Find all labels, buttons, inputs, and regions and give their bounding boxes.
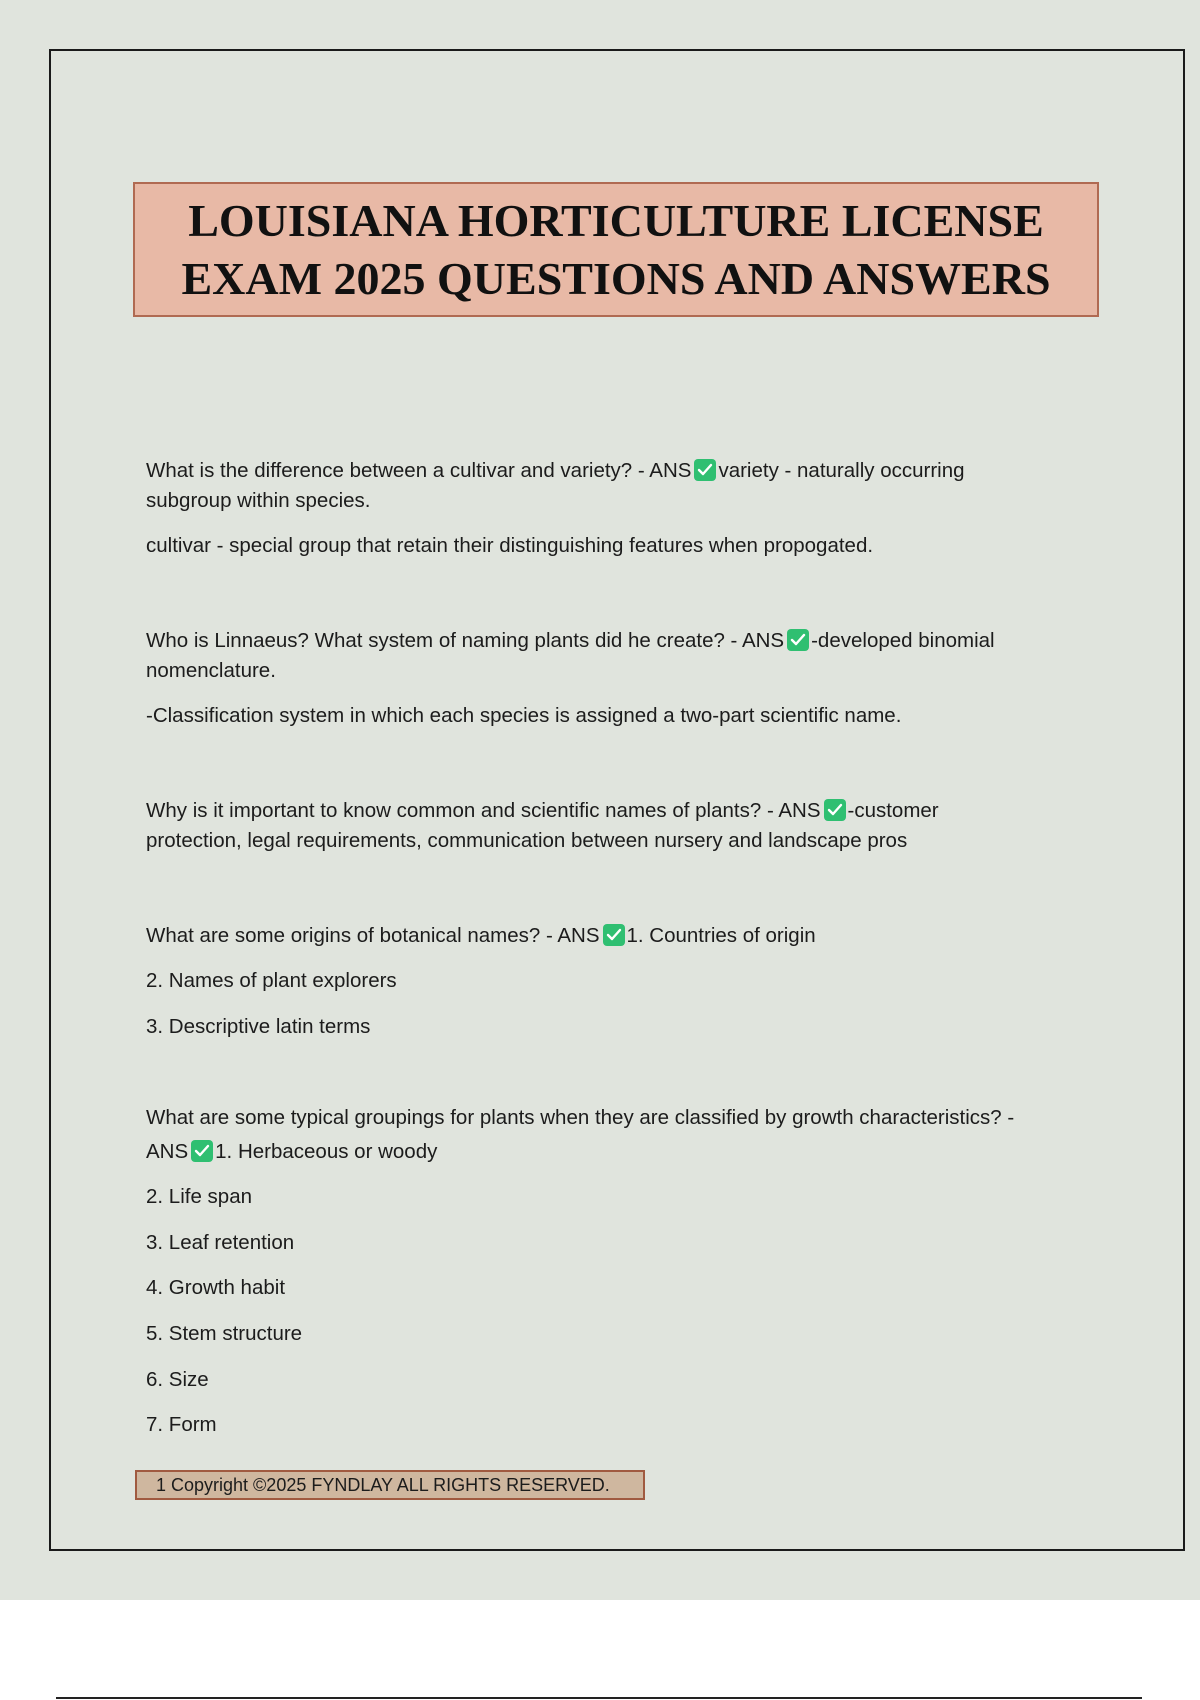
answer-text: 1. Herbaceous or woody xyxy=(215,1140,438,1163)
copyright-text: 1 Copyright ©2025 FYNDLAY ALL RIGHTS RESERVED. xyxy=(156,1474,610,1495)
question-text: Why is it important to know common and scientific names of plants? - ANS xyxy=(146,799,821,822)
check-mark-icon xyxy=(694,459,716,481)
answer-line: nomenclature. xyxy=(146,659,276,682)
answer-line: 7. Form xyxy=(146,1413,217,1436)
answer-line: -Classification system in which each species is assigned a two-part scientific name. xyxy=(146,704,902,727)
question-text: ANS xyxy=(146,1140,189,1163)
document-title-line-1: LOUISIANA HORTICULTURE LICENSE xyxy=(188,194,1044,246)
answer-line: cultivar - special group that retain their distinguishing features when propogated. xyxy=(146,534,874,557)
next-page-divider xyxy=(56,1697,1142,1699)
answer-text: -developed binomial xyxy=(811,629,995,652)
qa-question-line: What are some typical groupings for plants when they are classified by growth characteristics? - xyxy=(146,1106,1015,1129)
answer-line: 4. Growth habit xyxy=(146,1276,286,1299)
document-title-line-2: EXAM 2025 QUESTIONS AND ANSWERS xyxy=(181,252,1051,304)
question-text: Who is Linnaeus? What system of naming plants did he create? - ANS xyxy=(146,629,785,652)
answer-text: 1. Countries of origin xyxy=(626,924,816,947)
answer-line: protection, legal requirements, communication between nursery and landscape pros xyxy=(146,829,908,852)
question-text: What are some origins of botanical names? - ANS xyxy=(146,924,600,947)
qa-question-line xyxy=(146,457,965,485)
question-text: What is the difference between a cultivar and variety? - ANS xyxy=(146,459,692,482)
qa-question-line xyxy=(146,797,939,825)
answer-line: 6. Size xyxy=(146,1368,209,1391)
check-mark-icon xyxy=(787,629,809,651)
answer-text: variety - naturally occurring xyxy=(718,459,965,482)
check-mark-icon xyxy=(824,799,846,821)
answer-text: -customer xyxy=(847,799,939,822)
answer-line: 2. Names of plant explorers xyxy=(146,969,397,992)
qa-question-line xyxy=(146,627,995,655)
answer-line: 5. Stem structure xyxy=(146,1322,303,1345)
qa-question-line xyxy=(146,1138,437,1166)
title-banner xyxy=(133,182,1099,317)
check-mark-icon xyxy=(191,1140,213,1162)
answer-line: subgroup within species. xyxy=(146,489,371,512)
answer-line: 3. Descriptive latin terms xyxy=(146,1015,371,1038)
answer-line: 3. Leaf retention xyxy=(146,1231,295,1254)
answer-line: 2. Life span xyxy=(146,1185,252,1208)
qa-question-line xyxy=(146,922,816,950)
copyright-banner xyxy=(135,1470,645,1500)
check-mark-icon xyxy=(603,924,625,946)
